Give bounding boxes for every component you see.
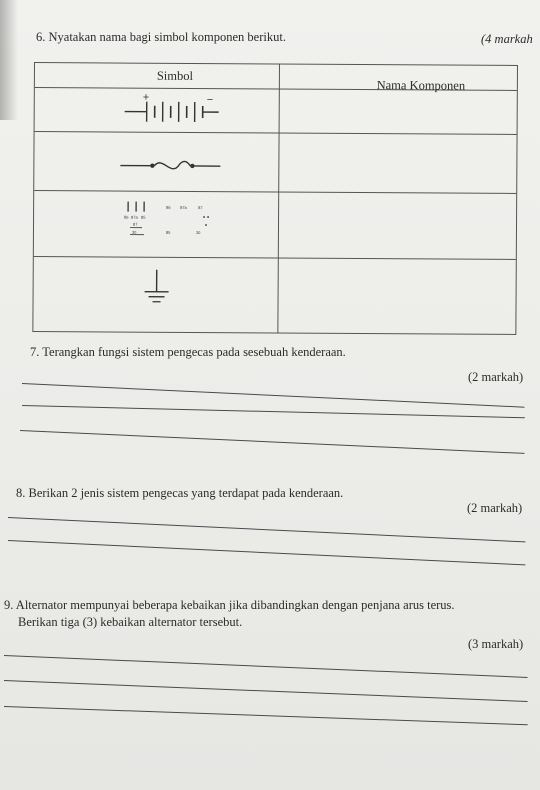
ground-symbol	[136, 266, 176, 310]
answer-cell-relay[interactable]	[284, 196, 510, 255]
answer-cell-fuse[interactable]	[284, 137, 510, 188]
question-8-marks: (2 markah)	[467, 501, 523, 515]
relay-pin-label: 87	[132, 221, 138, 227]
relay-pin-label: 86	[166, 204, 171, 210]
question-7-text: 7. Terangkan fungsi sistem pengecas pada sesebuah kenderaan.	[30, 345, 346, 359]
relay-symbol	[122, 198, 242, 255]
battery-symbol	[117, 92, 227, 129]
question-9-line1: 9. Alternator mempunyai beberapa kebaikan jika dibandingkan dengan penjana arus terus.	[4, 598, 455, 612]
relay-pin-label: 30	[195, 229, 201, 236]
symbol-table	[32, 62, 518, 335]
question-8-text: 8. Berikan 2 jenis sistem pengecas yang terdapat pada kenderaan.	[16, 486, 344, 500]
relay-pin-label: 85	[165, 229, 171, 235]
fuse-symbol	[116, 148, 226, 179]
table-row-divider	[35, 131, 517, 135]
relay-pin-label: 87a	[131, 214, 138, 220]
question-6-text: 6. Nyatakan nama bagi simbol komponen berikut.	[36, 30, 286, 44]
battery-plus-label: +	[142, 91, 150, 104]
answer-cell-battery[interactable]	[285, 93, 511, 130]
question-6-marks: (4 markah	[481, 32, 533, 46]
page-shadow	[0, 0, 18, 120]
question-7-marks: (2 markah)	[468, 370, 524, 384]
relay-pin-label: 85	[141, 214, 146, 220]
question-9-marks: (3 markah)	[468, 637, 524, 651]
question-9-line2: Berikan tiga (3) kebaikan alternator tersebut.	[18, 615, 243, 629]
table-header-component-name: Nama Komponen	[376, 78, 466, 93]
table-column-divider	[277, 64, 280, 332]
relay-pin-label: 87a	[180, 204, 187, 210]
relay-pin-label: 86	[124, 214, 129, 220]
table-row-divider	[34, 190, 516, 194]
answer-cell-ground[interactable]	[283, 262, 509, 331]
table-header-symbol: Simbol	[156, 68, 194, 83]
battery-minus-label: −	[206, 94, 214, 107]
relay-pin-label: 87	[198, 205, 203, 211]
relay-pin-label: 30	[131, 229, 137, 235]
table-row-divider	[34, 256, 516, 260]
